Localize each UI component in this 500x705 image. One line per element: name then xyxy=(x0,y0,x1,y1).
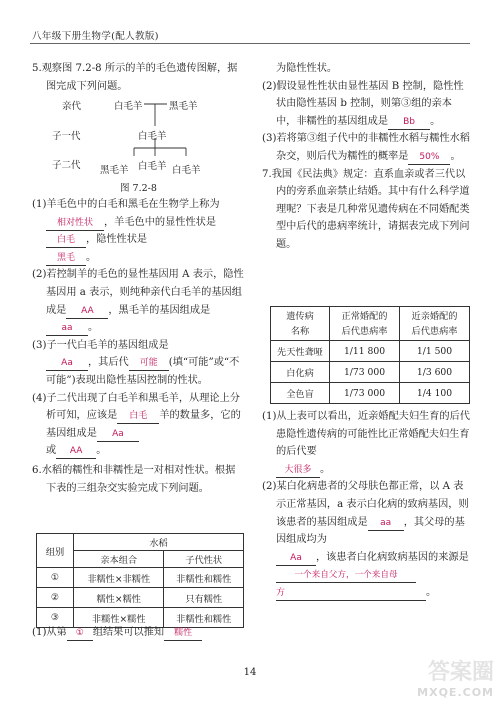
q7-sub1: (1)从上表可以看出，近亲婚配夫妇生育的后代患隐性遗传病的可能性比正常婚配夫妇生育的后代要 大很多 。 xyxy=(262,408,472,478)
q6-sub2: (2)假设显性性状由显性基因 B 控制，隐性性状由隐性基因 b 控制，则第③组的亲本中，非糯性的基因组成是 Bb 。 xyxy=(262,78,472,131)
answer-field[interactable]: Aa xyxy=(46,357,88,371)
answer-field[interactable]: 白毛 xyxy=(117,410,159,424)
col-normal-rate: 正常婚配的 后代患病率 xyxy=(330,307,400,341)
answer-field[interactable]: Aa xyxy=(276,552,316,566)
figure-sheep-inheritance xyxy=(52,96,252,176)
table-row: 全色盲 1/73 000 1/4 100 xyxy=(271,383,470,404)
answer-field[interactable]: AA xyxy=(56,445,96,459)
q5-sub2: (2)若控制羊的毛色的显性基因用 A 表示，隐性基因用 a 表示，则纯种亲代白毛羊的基因组成是 AA ，黑毛羊的基因组成是aa 。 xyxy=(32,266,244,336)
header-divider xyxy=(30,43,470,44)
answer-field[interactable]: 一个来自父方，一个来自母 xyxy=(276,569,416,583)
answer-field[interactable]: 白毛 xyxy=(46,234,86,248)
label-f2-gen: 子二代 xyxy=(52,160,81,171)
answer-field[interactable]: 黑毛 xyxy=(46,252,86,266)
q7-questions xyxy=(262,408,472,602)
watermark-logo: 答案圈 MXQE.COM xyxy=(417,660,494,699)
col-offspring: 子代性状 xyxy=(164,551,244,568)
table-row: ③ 非糯性×糯性 非糯性和糯性 xyxy=(37,608,244,628)
q7-sub2: (2)某白化病患者的父母肤色都正常，以 A 表示正常基因，a 表示白化病的致病基因，则该患者的基因组成是 aa ，其父母的基因组成均为 Aa ，该患者白化病致病基因的来源是一个来自父方，一个来自母 方 。 xyxy=(262,478,472,601)
genetic-disease-table xyxy=(270,306,470,404)
parent-white-sheep: 白毛羊 xyxy=(114,101,143,112)
col-group: 组别 xyxy=(37,534,74,568)
answer-field[interactable]: 方 xyxy=(276,587,426,601)
answer-field[interactable]: Bb xyxy=(388,116,430,130)
col-rice: 水稻 xyxy=(74,534,244,551)
table-row: 先天性聋哑 1/11 800 1/1 500 xyxy=(271,341,470,362)
f1-white-sheep: 白毛羊 xyxy=(138,131,167,142)
f2-white-sheep-2: 白毛羊 xyxy=(172,165,201,176)
left-column xyxy=(32,60,244,95)
figure-caption: 图 7.2-8 xyxy=(120,183,157,194)
answer-field[interactable]: ① xyxy=(67,627,93,641)
page-header-title: 八年级下册生物学(配人教版) xyxy=(32,31,159,42)
f2-white-sheep-1: 白毛羊 xyxy=(138,161,167,172)
q5-stem: 5.观察图 7.2-8 所示的羊的毛色遗传图解，据图完成下列问题。 xyxy=(32,63,238,92)
answer-field[interactable]: Aa xyxy=(97,428,139,442)
right-column xyxy=(262,60,472,254)
q6-sub1: (1)从第 ① 组结果可以推知 糯性 xyxy=(32,624,244,642)
col-disease: 遗传病 名称 xyxy=(271,307,330,341)
answer-field[interactable]: 糯性 xyxy=(164,627,202,641)
table-row: ① 非糯性×非糯性 非糯性和糯性 xyxy=(37,568,244,588)
answer-field[interactable]: aa xyxy=(46,322,88,336)
answer-field[interactable]: 大很多 xyxy=(276,464,320,478)
col-kin-rate: 近亲婚配的 后代患病率 xyxy=(400,307,470,341)
q6-stem: 6.水稻的糯性和非糯性是一对相对性状。根据下表的三组杂交实验完成下列问题。 xyxy=(32,464,236,494)
col-parents: 亲本组合 xyxy=(74,551,164,568)
table-row: ② 糯性×糯性 只有糯性 xyxy=(37,588,244,608)
label-f1-gen: 子一代 xyxy=(52,131,81,142)
answer-field[interactable]: aa xyxy=(368,517,404,531)
q6-sub3: (3)若将第③组子代中的非糯性水稻与糯性水稻杂交，则后代为糯性的概率是 50% 。 xyxy=(262,130,472,165)
q5-sub4: (4)子二代出现了白毛羊和黑毛羊，从理论上分析可知，应该是 白毛 羊的数量多，它的基因组成是 Aa 或 AA 。 xyxy=(32,390,244,460)
page-number: 14 xyxy=(243,667,257,678)
table-row: 白化病 1/73 000 1/3 600 xyxy=(271,362,470,383)
answer-field[interactable]: AA xyxy=(66,305,108,319)
q5-sub3: (3)子一代白毛羊的基因组成是 Aa ，其后代 可能 (填“可能”或“不可能”)表现出隐性基因控制的性状。 xyxy=(32,339,240,386)
q5-sub1: (1)羊毛色中的白毛和黑毛在生物学上称为相对性状 ，羊毛色中的显性性状是白毛 ，隐性性状是 黑毛 。 xyxy=(32,196,244,266)
q7-stem: 7.我国《民法典》规定：直系血亲或者三代以内的旁系血亲禁止结婚。其中有什么科学道理呢？下表是几种常见遗传病在不同婚配类型中后代的患病率统计，请据表完成下列问题。 xyxy=(262,168,470,250)
answer-field[interactable]: 相对性状 xyxy=(46,217,104,231)
q6-sub1-cont: 为隐性性状。 xyxy=(276,63,338,74)
parent-black-sheep: 黑毛羊 xyxy=(169,101,198,112)
rice-cross-table xyxy=(36,533,244,628)
f2-black-sheep: 黑毛羊 xyxy=(100,165,129,176)
label-parent-gen: 亲代 xyxy=(62,101,82,112)
answer-field[interactable]: 50% xyxy=(408,151,450,165)
left-column-questions xyxy=(32,196,244,497)
answer-field[interactable]: 可能 xyxy=(129,357,169,371)
